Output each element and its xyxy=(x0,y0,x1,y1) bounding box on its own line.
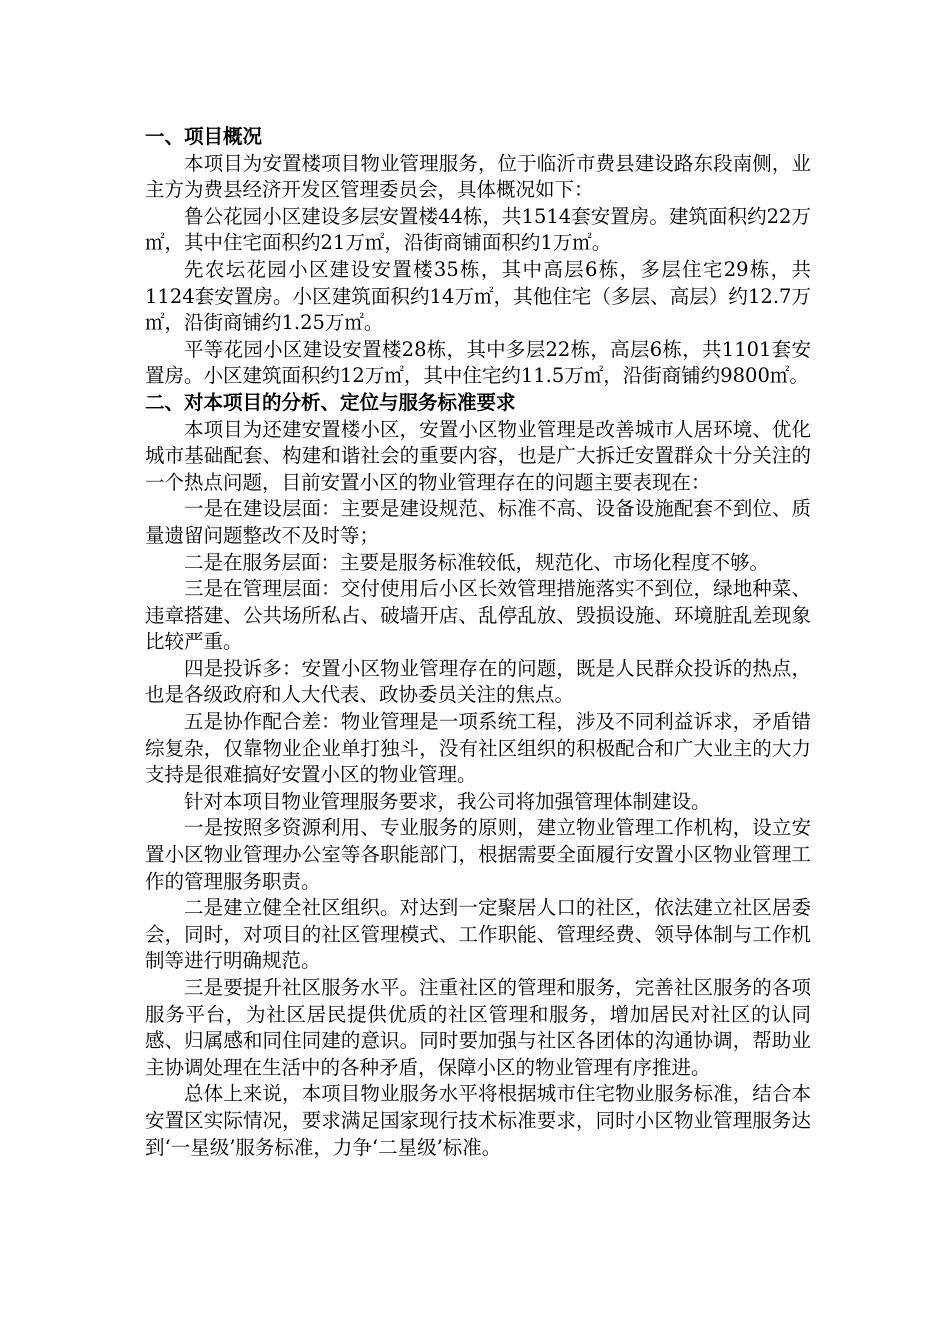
paragraph-project-intro: 本项目为安置楼项目物业管理服务，位于临沂市费县建设路东段南侧，业主方为费县经济开发区管理委员会，具体概况如下： xyxy=(145,151,811,202)
paragraph-issue-service: 二是在服务层面：主要是服务标准较低，规范化、市场化程度不够。 xyxy=(184,550,770,574)
paragraph-pingdeng-garden: 平等花园小区建设安置楼28栋，其中多层22栋，高层6栋，共1101套安置房。小区建筑面积约12万㎡，其中住宅约11.5万㎡，沿街商铺约9800㎡。 xyxy=(145,337,811,388)
paragraph-measure-one: 一是按照多资源利用、专业服务的原则，建立物业管理工作机构，设立安置小区物业管理办公室等各职能部门，根据需要全面履行安置小区物业管理工作的管理服务职责。 xyxy=(145,816,811,893)
paragraph-measure-two: 二是建立健全社区组织。对达到一定聚居人口的社区，依法建立社区居委会，同时，对项目的社区管理模式、工作职能、管理经费、领导体制与工作机制等进行明确规范。 xyxy=(145,896,811,973)
document-page xyxy=(145,124,811,1161)
paragraph-issue-complaints: 四是投诉多：安置小区物业管理存在的问题，既是人民群众投诉的热点，也是各级政府和人大代表、政协委员关注的焦点。 xyxy=(145,656,811,707)
section-heading-overview: 一、项目概况 xyxy=(145,125,263,148)
paragraph-issue-construction: 一是在建设层面：主要是建设规范、标准不高、设备设施配套不到位、质量遗留问题整改不及时等； xyxy=(145,497,811,547)
paragraph-analysis-intro: 本项目为还建安置楼小区，安置小区物业管理是改善城市人居环境、优化城市基础配套、构建和谐社会的重要内容，也是广大拆迁安置群众十分关注的一个热点问题，目前安置小区的物业管理存在的问题主要表现在： xyxy=(145,417,811,494)
paragraph-lugong-garden: 鲁公花园小区建设多层安置楼44栋，共1514套安置房。建筑面积约22万㎡，其中住宅面积约21万㎡，沿街商铺面积约1万㎡。 xyxy=(145,204,811,255)
paragraph-measure-three: 三是要提升社区服务水平。注重社区的管理和服务，完善社区服务的各项服务平台，为社区居民提供优质的社区管理和服务，增加居民对社区的认同感、归属感和同住同建的意识。同时要加强与社区各团体的沟通协调，帮助业主协调处理在生活中的各种矛盾，保障小区的物业管理有序推进。 xyxy=(145,976,811,1079)
paragraph-issue-cooperation: 五是协作配合差：物业管理是一项系统工程，涉及不同利益诉求，矛盾错综复杂，仅靠物业企业单打独斗，没有社区组织的积极配合和广大业主的大力支持是很难搞好安置小区的物业管理。 xyxy=(145,710,811,787)
paragraph-measures-intro: 针对本项目物业管理服务要求，我公司将加强管理体制建设。 xyxy=(184,789,711,813)
section-heading-analysis: 二、对本项目的分析、定位与服务标准要求 xyxy=(145,390,516,414)
paragraph-xiannongtan-garden: 先农坛花园小区建设安置楼35栋，其中高层6栋，多层住宅29栋，共1124套安置房。小区建筑面积约14万㎡，其他住宅（多层、高层）约12.7万㎡，沿街商铺约1.25万㎡。 xyxy=(145,257,811,335)
paragraph-issue-management: 三是在管理层面：交付使用后小区长效管理措施落实不到位，绿地种菜、违章搭建、公共场所私占、破墙开店、乱停乱放、毁损设施、环境脏乱差现象比较严重。 xyxy=(145,577,811,654)
paragraph-summary: 总体上来说，本项目物业服务水平将根据城市住宅物业服务标准，结合本安置区实际情况，要求满足国家现行技术标准要求，同时小区物业管理服务达到‘一星级’服务标准，力争‘二星级’标准。 xyxy=(145,1082,811,1159)
